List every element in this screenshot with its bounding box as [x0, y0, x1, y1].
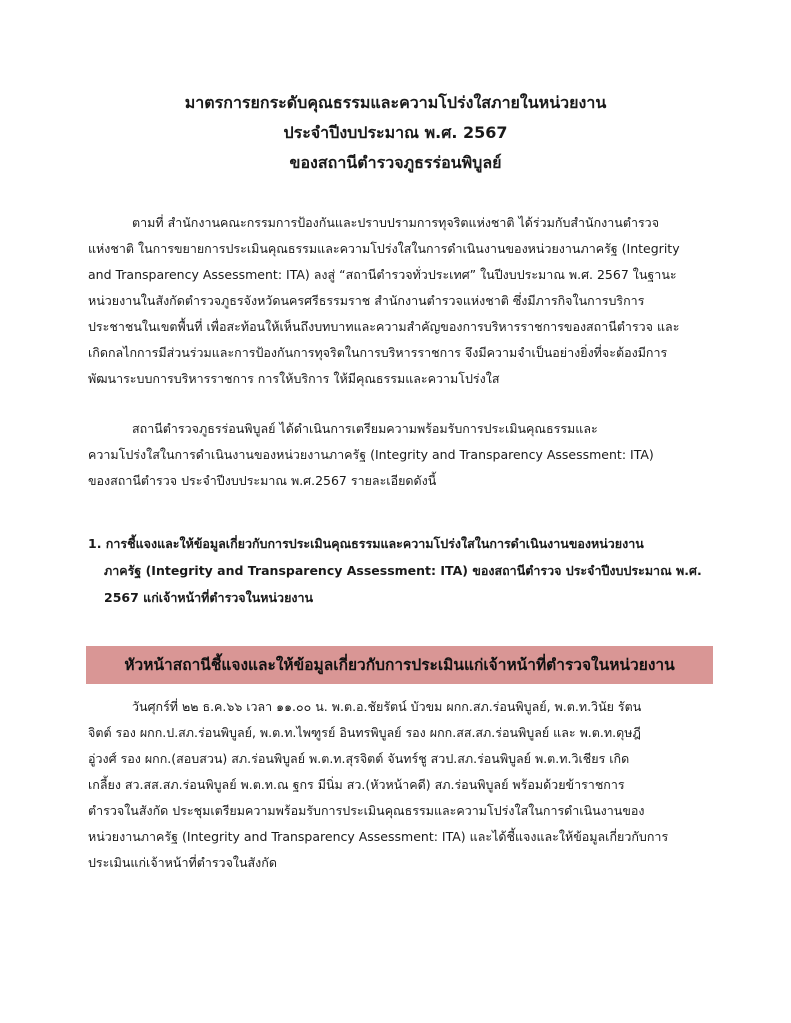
- second-paragraph: [88, 416, 714, 494]
- section-1-heading: [88, 530, 718, 611]
- paragraph-line: สถานีตำรวจภูธรร่อนพิบูลย์ ได้ดำเนินการเตรียมความพร้อมรับการประเมินคุณธรรมและ: [132, 421, 598, 436]
- paragraph-line: and Transparency Assessment: ITA) ลงสู่ “สถานีตำรวจทั่วประเทศ” ในปีงบประมาณ พ.ศ. 2567 ในฐานะ: [88, 267, 677, 282]
- section-line: 1. การชี้แจงและให้ข้อมูลเกี่ยวกับการประเมินคุณธรรมและความโปร่งใสในการดำเนินงานของหน่วยงาน: [88, 536, 644, 551]
- paragraph-line: หน่วยงานภาครัฐ (Integrity and Transparency Assessment: ITA) และได้ชี้แจงและให้ข้อมูลเกี่ยวกับการ: [88, 829, 669, 844]
- paragraph-line: วันศุกร์ที่ ๒๒ ธ.ค.๖๖ เวลา ๑๑.๐๐ น. พ.ต.อ.ชัยรัตน์ บัวขม ผกก.สภ.ร่อนพิบูลย์, พ.ต.ท.วินัย รัตน: [132, 699, 642, 714]
- paragraph-line: หน่วยงานในสังกัดตำรวจภูธรจังหวัดนครศรีธรรมราช สำนักงานตำรวจแห่งชาติ ซึ่งมีภารกิจในการบริการ: [88, 293, 645, 308]
- paragraph-line: ของสถานีตำรวจ ประจำปีงบประมาณ พ.ศ.2567 รายละเอียดดังนี้: [88, 473, 437, 488]
- title-line-3: ของสถานีตำรวจภูธรร่อนพิบูลย์: [289, 153, 502, 172]
- paragraph-line: เกิดกลไกการมีส่วนร่วมและการป้องกันการทุจริตในการบริหารราชการ จึงมีความจำเป็นอย่างยิ่งที่จะต้องมีการ: [88, 345, 668, 360]
- paragraph-line: พัฒนาระบบการบริหารราชการ การให้บริการ ให้มีคุณธรรมและความโปร่งใส: [88, 371, 500, 386]
- highlight-banner-heading: หัวหน้าสถานีชี้แจงและให้ข้อมูลเกี่ยวกับการประเมินแก่เจ้าหน้าที่ตำรวจในหน่วยงาน: [86, 646, 713, 684]
- section-line: 2567 แก่เจ้าหน้าที่ตำรวจในหน่วยงาน: [104, 590, 314, 605]
- intro-paragraph: [88, 210, 714, 392]
- paragraph-line: ตามที่ สำนักงานคณะกรรมการป้องกันและปราบปรามการทุจริตแห่งชาติ ได้ร่วมกับสำนักงานตำรวจ: [132, 215, 660, 230]
- document-title: [80, 88, 711, 178]
- title-line-1: มาตรการยกระดับคุณธรรมและความโปร่งใสภายในหน่วยงาน: [184, 93, 607, 112]
- paragraph-line: จิตต์ รอง ผกก.ป.สภ.ร่อนพิบูลย์, พ.ต.ท.ไพฑูรย์ อินทรพิบูลย์ รอง ผกก.สส.สภ.ร่อนพิบูลย์ และ พ.ต.ท.ดุษฎี: [88, 725, 641, 740]
- title-line-2: ประจำปีงบประมาณ พ.ศ. 2567: [283, 123, 508, 142]
- paragraph-line: ประชาชนในเขตพื้นที่ เพื่อสะท้อนให้เห็นถึงบทบาทและความสำคัญของการบริหารราชการของสถานีตำรวจ และ: [88, 319, 680, 334]
- paragraph-line: เกลี้ยง สว.สส.สภ.ร่อนพิบูลย์ พ.ต.ท.ณ ฐกร มีนิ่ม สว.(หัวหน้าคดี) สภ.ร่อนพิบูลย์ พร้อมด้วยข้าราชการ: [88, 777, 625, 792]
- paragraph-line: แห่งชาติ ในการขยายการประเมินคุณธรรมและความโปร่งใสในการดำเนินงานของหน่วยงานภาครัฐ (Integrity: [88, 241, 680, 256]
- paragraph-line: ความโปร่งใสในการดำเนินงานของหน่วยงานภาครัฐ (Integrity and Transparency Assessment: ITA): [88, 447, 654, 462]
- meeting-paragraph: [88, 694, 714, 876]
- paragraph-line: ประเมินแก่เจ้าหน้าที่ตำรวจในสังกัด: [88, 855, 277, 870]
- section-line: ภาครัฐ (Integrity and Transparency Assessment: ITA) ของสถานีตำรวจ ประจำปีงบประมาณ พ.ศ.: [104, 563, 702, 578]
- paragraph-line: อู่วงศ์ รอง ผกก.(สอบสวน) สภ.ร่อนพิบูลย์ พ.ต.ท.สุรจิตต์ จันทร์ชู สวป.สภ.ร่อนพิบูลย์ พ.ต.ท.วิเชียร เกิด: [88, 751, 630, 766]
- paragraph-line: ตำรวจในสังกัด ประชุมเตรียมความพร้อมรับการประเมินคุณธรรมและความโปร่งใสในการดำเนินงานของ: [88, 803, 645, 818]
